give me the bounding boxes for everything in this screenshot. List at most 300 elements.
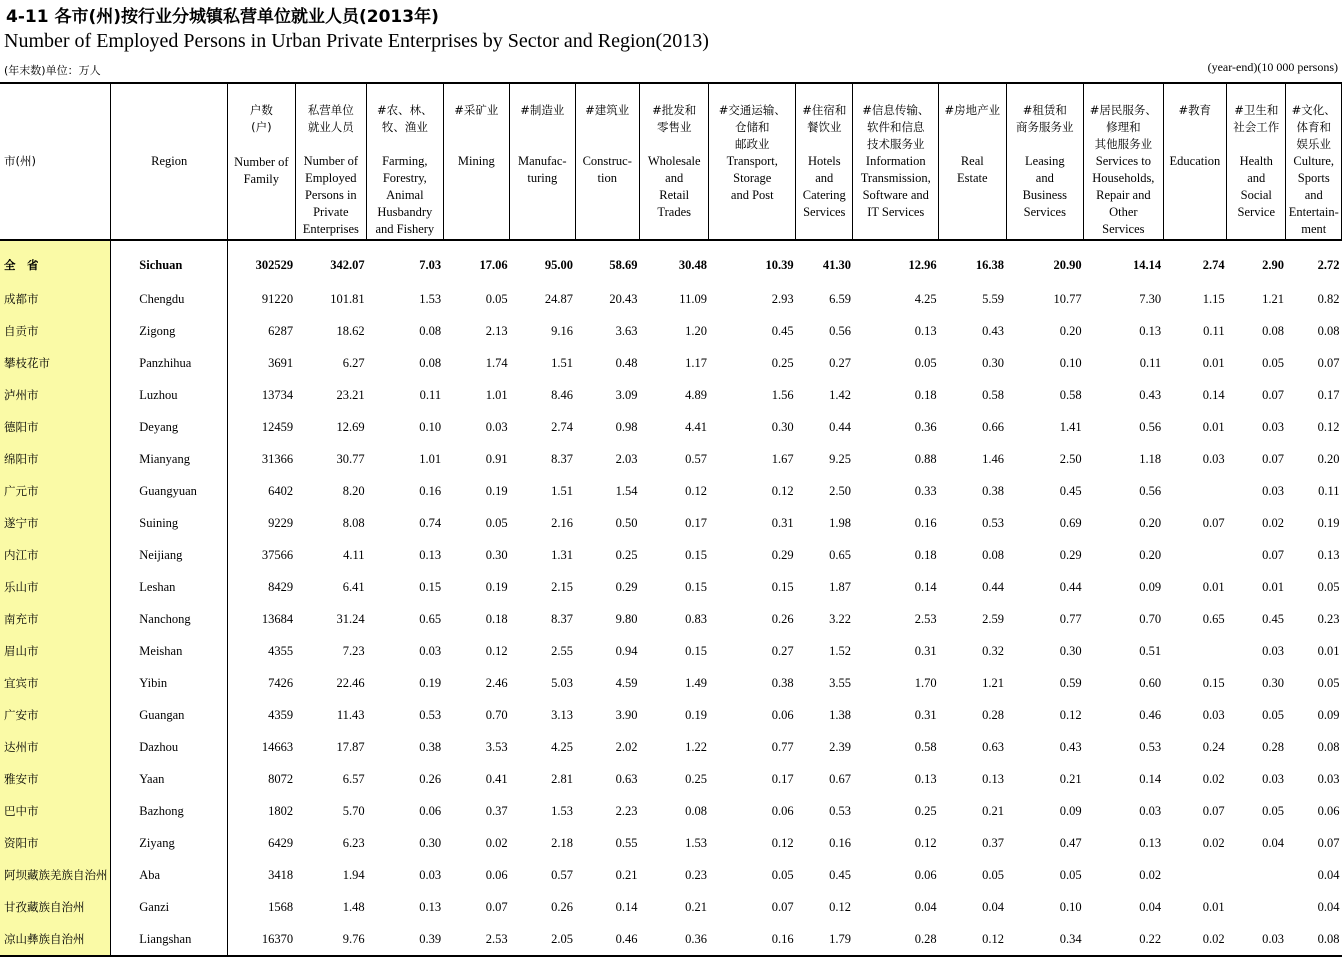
value-cell: 0.21	[615, 867, 638, 882]
value-cell: 18.62	[336, 323, 365, 338]
value-cell: 5.03	[551, 675, 574, 690]
column-header-cn: #文化、 体育和 娱乐业	[1291, 103, 1336, 151]
value-cell: 0.05	[1317, 675, 1340, 690]
column-header-en: Manufac- turing	[517, 154, 567, 185]
column-header-en: Health and Social Service	[1237, 154, 1276, 219]
column-header-cn: 私营单位 就业人员	[307, 103, 354, 134]
value-cell: 9.16	[551, 323, 574, 338]
value-cell: 20.43	[609, 291, 638, 306]
city-cell: 甘孜藏族自治州	[0, 891, 111, 923]
value-cell: 0.02	[1202, 771, 1225, 786]
value-cell: 10.39	[765, 257, 794, 272]
column-header-en: Culture, Sports and Entertain- ment	[1288, 154, 1339, 236]
value-cell: 0.17	[1317, 387, 1340, 402]
unit-note-cn: (年末数)单位：万人	[4, 64, 101, 77]
value-cell: 0.63	[982, 739, 1005, 754]
value-cell: 0.43	[982, 323, 1005, 338]
column-header-17	[1286, 83, 1342, 240]
column-header-6	[510, 83, 575, 240]
value-cell: 0.12	[771, 835, 794, 850]
value-cell: 2.53	[485, 931, 508, 946]
value-cell: 0.60	[1139, 675, 1162, 690]
value-cell: 0.12	[1317, 419, 1340, 434]
table-title-en: Number of Employed Persons in Urban Private Enterprises by Sector and Region(2013)	[4, 30, 709, 52]
value-cell: 5.59	[982, 291, 1005, 306]
column-header-cn: #建筑业	[585, 103, 630, 117]
table-row	[0, 539, 1342, 571]
value-cell: 0.25	[615, 547, 638, 562]
value-cell: 0.19	[485, 483, 508, 498]
value-cell: 0.11	[419, 387, 442, 402]
column-header-cn: #租赁和 商务服务业	[1016, 103, 1074, 134]
value-cell: 0.08	[419, 323, 442, 338]
city-cell: 广元市	[0, 475, 111, 507]
value-cell: 7.30	[1139, 291, 1162, 306]
region-cell: Leshan	[111, 571, 228, 603]
value-cell: 0.10	[1059, 899, 1082, 914]
value-cell: 1.46	[982, 451, 1005, 466]
value-cell: 0.01	[1202, 899, 1225, 914]
table-row	[0, 443, 1342, 475]
value-cell: 0.20	[1139, 547, 1162, 562]
value-cell: 0.28	[982, 707, 1005, 722]
value-cell: 6.57	[342, 771, 365, 786]
value-cell: 0.07	[1317, 355, 1340, 370]
column-header-14	[1084, 83, 1164, 240]
value-cell: 0.27	[771, 643, 794, 658]
value-cell: 0.45	[771, 323, 794, 338]
value-cell: 0.08	[419, 355, 442, 370]
value-cell: 0.47	[1059, 835, 1082, 850]
value-cell: 0.03	[1202, 451, 1225, 466]
value-cell: 0.05	[1262, 707, 1284, 722]
value-cell: 0.18	[485, 611, 508, 626]
value-cell: 0.19	[1317, 515, 1340, 530]
value-cell: 4.11	[343, 547, 365, 562]
value-cell: 0.38	[771, 675, 794, 690]
column-header-15	[1163, 83, 1226, 240]
table-row	[0, 891, 1342, 923]
column-header-5	[443, 83, 509, 240]
value-cell: 0.15	[685, 547, 707, 562]
value-cell: 0.30	[771, 419, 794, 434]
value-cell: 0.04	[1139, 899, 1162, 914]
value-cell: 2.50	[829, 483, 851, 498]
value-cell: 0.74	[419, 515, 442, 530]
value-cell: 14.14	[1133, 257, 1162, 272]
value-cell: 0.02	[1262, 515, 1284, 530]
region-cell: Meishan	[111, 635, 228, 667]
column-header-13	[1006, 83, 1084, 240]
value-cell: 0.16	[829, 835, 851, 850]
value-cell: 0.44	[829, 419, 851, 434]
value-cell	[1163, 475, 1226, 507]
value-cell: 0.13	[1139, 835, 1162, 850]
value-cell: 1.01	[419, 451, 442, 466]
value-cell: 0.36	[685, 931, 707, 946]
column-header-cn: #住宿和 餐饮业	[802, 103, 847, 134]
value-cell: 0.53	[829, 803, 851, 818]
value-cell: 0.94	[615, 643, 638, 658]
value-cell: 0.53	[1139, 739, 1162, 754]
value-cell: 91220	[261, 291, 294, 306]
column-header-4	[367, 83, 444, 240]
value-cell: 0.05	[485, 515, 508, 530]
table-row	[0, 731, 1342, 763]
value-cell: 0.13	[914, 771, 937, 786]
column-header-cn: #居民服务、 修理和 其他服务业	[1089, 103, 1157, 151]
value-cell: 0.26	[771, 611, 794, 626]
value-cell: 0.05	[1317, 579, 1340, 594]
value-cell: 0.26	[551, 899, 574, 914]
value-cell: 0.46	[1139, 707, 1162, 722]
value-cell: 2.39	[829, 739, 851, 754]
value-cell: 12.96	[908, 257, 937, 272]
column-header-en: Construc- tion	[582, 154, 632, 185]
value-cell: 0.30	[1262, 675, 1284, 690]
value-cell: 37566	[261, 547, 294, 562]
value-cell: 101.81	[330, 291, 365, 306]
region-cell: Panzhihua	[111, 347, 228, 379]
city-cell: 泸州市	[0, 379, 111, 411]
value-cell: 0.65	[1202, 611, 1225, 626]
value-cell: 0.06	[1317, 803, 1340, 818]
value-cell: 0.45	[1262, 611, 1284, 626]
value-cell: 0.55	[615, 835, 638, 850]
value-cell: 1.56	[771, 387, 794, 402]
value-cell: 2.81	[551, 771, 574, 786]
value-cell: 4.25	[914, 291, 937, 306]
table-row	[0, 699, 1342, 731]
region-cell: Neijiang	[111, 539, 228, 571]
column-header-en: Transport, Storage and Post	[726, 154, 778, 202]
value-cell: 0.07	[771, 899, 794, 914]
value-cell: 1.31	[551, 547, 574, 562]
column-header-cn: #卫生和 社会工作	[1233, 103, 1280, 134]
region-cell: Sichuan	[111, 240, 228, 283]
city-cell: 自贡市	[0, 315, 111, 347]
region-cell: Mianyang	[111, 443, 228, 475]
column-header-en: Mining	[457, 154, 495, 168]
value-cell	[1163, 539, 1226, 571]
value-cell: 2.59	[982, 611, 1005, 626]
column-header-cn: 户数 (户)	[249, 103, 273, 134]
value-cell: 0.17	[685, 515, 707, 530]
value-cell: 0.65	[419, 611, 442, 626]
value-cell: 1.74	[485, 355, 508, 370]
value-cell: 0.07	[1317, 835, 1340, 850]
region-cell: Ziyang	[111, 827, 228, 859]
value-cell: 9229	[268, 515, 294, 530]
table-row	[0, 507, 1342, 539]
value-cell: 0.23	[685, 867, 707, 882]
region-cell: Nanchong	[111, 603, 228, 635]
value-cell: 0.59	[1059, 675, 1082, 690]
value-cell: 0.19	[485, 579, 508, 594]
value-cell: 0.12	[982, 931, 1005, 946]
column-header-en: Education	[1169, 154, 1221, 168]
value-cell: 0.04	[1262, 835, 1284, 850]
value-cell: 9.80	[615, 611, 638, 626]
city-cell: 宜宾市	[0, 667, 111, 699]
region-cell: Luzhou	[111, 379, 228, 411]
value-cell: 8429	[268, 579, 294, 594]
value-cell: 8.37	[551, 451, 574, 466]
value-cell: 1.15	[1202, 291, 1225, 306]
value-cell: 16370	[261, 931, 294, 946]
value-cell: 4355	[268, 643, 294, 658]
column-header-en: Information Transmission, Software and IT Services	[860, 154, 931, 219]
value-cell: 0.13	[419, 899, 442, 914]
value-cell: 6.41	[342, 579, 365, 594]
value-cell: 0.02	[1202, 931, 1225, 946]
city-cell: 巴中市	[0, 795, 111, 827]
value-cell: 17.87	[336, 739, 365, 754]
value-cell: 0.01	[1202, 355, 1225, 370]
value-cell: 1802	[268, 803, 294, 818]
table-row	[0, 827, 1342, 859]
value-cell: 2.03	[615, 451, 638, 466]
value-cell: 0.20	[1059, 323, 1082, 338]
value-cell: 1.22	[685, 739, 707, 754]
value-cell: 0.15	[771, 579, 794, 594]
value-cell: 0.18	[914, 547, 937, 562]
value-cell: 2.13	[485, 323, 508, 338]
column-header-cn: #批发和 零售业	[652, 103, 697, 134]
value-cell: 1.20	[685, 323, 707, 338]
city-cell: 达州市	[0, 731, 111, 763]
value-cell: 0.21	[685, 899, 707, 914]
table-row	[0, 283, 1342, 315]
value-cell: 0.70	[1139, 611, 1162, 626]
value-cell: 0.03	[1202, 707, 1225, 722]
value-cell: 10.77	[1053, 291, 1082, 306]
city-cell: 眉山市	[0, 635, 111, 667]
value-cell: 0.29	[1059, 547, 1082, 562]
city-cell: 内江市	[0, 539, 111, 571]
value-cell: 0.05	[1262, 355, 1284, 370]
region-cell: Suining	[111, 507, 228, 539]
value-cell: 8.37	[551, 611, 574, 626]
value-cell: 0.30	[485, 547, 508, 562]
value-cell: 0.15	[1202, 675, 1225, 690]
value-cell: 7426	[268, 675, 294, 690]
region-cell: Guangyuan	[111, 475, 228, 507]
value-cell: 3691	[268, 355, 294, 370]
value-cell: 0.29	[615, 579, 638, 594]
value-cell: 12.69	[336, 419, 365, 434]
value-cell: 0.03	[1139, 803, 1162, 818]
value-cell: 1.21	[982, 675, 1005, 690]
value-cell: 2.46	[485, 675, 508, 690]
value-cell: 0.14	[1202, 387, 1225, 402]
value-cell: 1.17	[685, 355, 707, 370]
value-cell: 0.26	[419, 771, 442, 786]
value-cell: 0.38	[419, 739, 442, 754]
value-cell: 0.31	[914, 643, 937, 658]
value-cell: 0.45	[1059, 483, 1082, 498]
value-cell: 3.09	[615, 387, 638, 402]
table-title-cn: 4-11 各市(州)按行业分城镇私营单位就业人员(2013年)	[6, 7, 439, 27]
value-cell: 1.51	[551, 355, 574, 370]
region-cell: Guangan	[111, 699, 228, 731]
value-cell: 0.91	[485, 451, 508, 466]
value-cell: 0.15	[685, 579, 707, 594]
value-cell: 0.46	[615, 931, 638, 946]
table-row	[0, 315, 1342, 347]
value-cell: 0.77	[771, 739, 794, 754]
value-cell: 2.55	[551, 643, 574, 658]
value-cell: 0.06	[771, 803, 794, 818]
value-cell: 0.44	[1059, 579, 1082, 594]
table-row	[0, 635, 1342, 667]
value-cell: 0.12	[829, 899, 851, 914]
value-cell: 1.21	[1262, 291, 1284, 306]
value-cell: 0.51	[1139, 643, 1162, 658]
region-cell: Aba	[111, 859, 228, 891]
value-cell: 0.77	[1059, 611, 1082, 626]
value-cell: 0.30	[419, 835, 442, 850]
value-cell: 0.01	[1202, 579, 1225, 594]
value-cell: 2.15	[551, 579, 574, 594]
value-cell: 1.18	[1139, 451, 1162, 466]
value-cell: 0.56	[1139, 483, 1162, 498]
value-cell: 0.03	[485, 419, 508, 434]
city-cell: 资阳市	[0, 827, 111, 859]
region-cell: Liangshan	[111, 923, 228, 956]
value-cell: 2.74	[551, 419, 574, 434]
value-cell: 0.08	[982, 547, 1005, 562]
table-row	[0, 411, 1342, 443]
value-cell: 0.32	[982, 643, 1005, 658]
value-cell: 4.59	[615, 675, 638, 690]
value-cell: 0.34	[1059, 931, 1082, 946]
value-cell: 6.27	[342, 355, 365, 370]
value-cell: 0.27	[829, 355, 851, 370]
column-header-cn: #制造业	[520, 103, 565, 117]
column-header-en: Real Estate	[957, 154, 988, 185]
value-cell: 0.56	[829, 323, 851, 338]
value-cell: 0.58	[914, 739, 937, 754]
value-cell: 0.01	[1202, 419, 1225, 434]
table-row	[0, 923, 1342, 956]
value-cell: 0.05	[1262, 803, 1284, 818]
value-cell: 1.94	[342, 867, 365, 882]
value-cell: 0.29	[771, 547, 794, 562]
value-cell: 1.67	[771, 451, 794, 466]
value-cell: 0.11	[1318, 483, 1340, 498]
value-cell: 9.25	[829, 451, 851, 466]
value-cell: 0.38	[982, 483, 1005, 498]
value-cell: 3.22	[829, 611, 851, 626]
value-cell: 2.90	[1262, 257, 1284, 272]
column-header-9	[709, 83, 796, 240]
value-cell: 0.57	[551, 867, 574, 882]
value-cell: 0.08	[1317, 739, 1340, 754]
table-row	[0, 795, 1342, 827]
column-header-2	[228, 83, 295, 240]
value-cell: 0.03	[1262, 483, 1284, 498]
value-cell: 0.14	[1139, 771, 1162, 786]
value-cell	[1227, 859, 1286, 891]
value-cell: 0.12	[771, 483, 794, 498]
value-cell: 0.57	[685, 451, 707, 466]
value-cell: 342.07	[330, 257, 365, 272]
column-header-en: Wholesale and Retail Trades	[647, 154, 701, 219]
value-cell: 0.03	[1262, 643, 1284, 658]
value-cell: 0.19	[419, 675, 442, 690]
region-cell: Yibin	[111, 667, 228, 699]
value-cell: 16.38	[975, 257, 1005, 272]
value-cell: 0.06	[419, 803, 442, 818]
column-header-cn: #农、林、 牧、渔业	[377, 103, 433, 134]
value-cell: 6.59	[829, 291, 851, 306]
value-cell: 6429	[268, 835, 294, 850]
value-cell: 0.20	[1317, 451, 1340, 466]
value-cell: 1568	[268, 899, 294, 914]
value-cell: 0.07	[485, 899, 508, 914]
total-row	[0, 240, 1342, 283]
value-cell: 1.53	[419, 291, 442, 306]
value-cell: 0.58	[1059, 387, 1082, 402]
value-cell: 0.21	[1059, 771, 1082, 786]
value-cell: 0.37	[982, 835, 1005, 850]
value-cell: 0.82	[1317, 291, 1340, 306]
value-cell: 0.88	[914, 451, 937, 466]
value-cell: 0.14	[615, 899, 638, 914]
value-cell: 0.28	[1262, 739, 1284, 754]
value-cell: 0.20	[1139, 515, 1162, 530]
value-cell: 1.48	[342, 899, 365, 914]
table-row	[0, 379, 1342, 411]
value-cell: 0.04	[1317, 899, 1340, 914]
table-row	[0, 571, 1342, 603]
value-cell: 2.50	[1059, 451, 1082, 466]
value-cell: 0.04	[1317, 867, 1340, 882]
column-header-12	[939, 83, 1006, 240]
value-cell: 8072	[268, 771, 294, 786]
city-cell: 凉山彝族自治州	[0, 923, 111, 956]
value-cell: 0.31	[914, 707, 937, 722]
table-row	[0, 475, 1342, 507]
value-cell: 4.41	[685, 419, 707, 434]
value-cell: 0.98	[615, 419, 638, 434]
value-cell: 0.06	[771, 707, 794, 722]
value-cell: 0.02	[1202, 835, 1225, 850]
city-cell: 乐山市	[0, 571, 111, 603]
table-row	[0, 667, 1342, 699]
value-cell: 0.02	[1139, 867, 1162, 882]
value-cell: 0.30	[1059, 643, 1082, 658]
value-cell: 31.24	[336, 611, 365, 626]
value-cell: 2.23	[615, 803, 638, 818]
value-cell: 0.09	[1317, 707, 1340, 722]
value-cell: 3.55	[829, 675, 851, 690]
value-cell: 0.12	[685, 483, 707, 498]
value-cell: 0.23	[1317, 611, 1340, 626]
value-cell: 6402	[268, 483, 294, 498]
value-cell: 0.67	[829, 771, 851, 786]
value-cell: 0.12	[485, 643, 508, 658]
table-row	[0, 603, 1342, 635]
value-cell: 0.04	[982, 899, 1005, 914]
value-cell: 0.13	[1317, 547, 1340, 562]
value-cell: 0.14	[914, 579, 937, 594]
value-cell: 0.25	[685, 771, 707, 786]
value-cell: 7.03	[419, 257, 442, 272]
column-header-en: Services to Households, Repair and Other Services	[1092, 154, 1155, 236]
value-cell: 3.53	[485, 739, 508, 754]
